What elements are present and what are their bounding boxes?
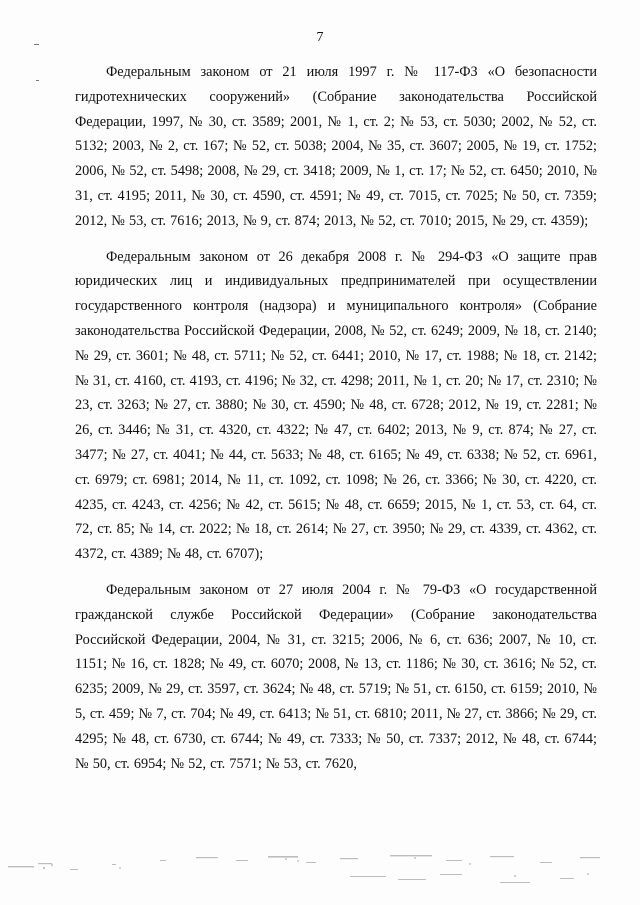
scan-artifact-strip <box>0 838 640 905</box>
paragraph-law-117-fz: Федеральным законом от 21 июля 1997 г. № 117-ФЗ «О безопасности гидротехнических сооружений» (Собрание законодательства Российской Федерации, 1997, № 30, ст. 3589; 2001, № 1, ст. 2; № 53, ст. 5030; 2002, № 52, ст. 5132; 2003, № 2, ст. 167; № 52, ст. 5038; 2004, № 35, ст. 3607; 2005, № 19, ст. 1752; 2006, № 52, ст. 5498; 2008, № 29, ст. 3418; 2009, № 1, ст. 17; № 52, ст. 6450; 2010, № 31, ст. 4195; 2011, № 30, ст. 4590, ст. 4591; № 49, ст. 7015, ст. 7025; № 50, ст. 7359; 2012, № 53, ст. 7616; 2013, № 9, ст. 874; 2013, № 52, ст. 7010; 2015, № 29, ст. 4359); <box>75 64 597 229</box>
margin-mark <box>36 80 39 81</box>
paragraph-law-294-fz: Федеральным законом от 26 декабря 2008 г. № 294-ФЗ «О защите прав юридических лиц и индивидуальных предпринимателей при осуществлении государственного контроля (надзора) и муниципального контроля» (Собрание законодательства Российской Федерации, 2008, № 52, ст. 6249; 2009, № 18, ст. 2140; № 29, ст. 3601; № 48, ст. 5711; № 52, ст. 6441; 2010, № 17, ст. 1988; № 18, ст. 2142; № 31, ст. 4160, ст. 4193, ст. 4196; № 32, ст. 4298; 2011, № 1, ст. 20; № 17, ст. 2310; № 23, ст. 3263; № 27, ст. 3880; № 30, ст. 4590; № 48, ст. 6728; 2012, № 19, ст. 2281; № 26, ст. 3446; № 31, ст. 4320, ст. 4322; № 47, ст. 6402; 2013, № 9, ст. 874; № 27, ст. 3477; № 27, ст. 4041; № 44, ст. 5633; № 48, ст. 6165; № 49, ст. 6338; № 52, ст. 6961, ст. 6979; ст. 6981; 2014, № 11, ст. 1092, ст. 1098; № 26, ст. 3366; № 30, ст. 4220, ст. 4235, ст. 4243, ст. 4256; № 42, ст. 5615; № 48, ст. 6659; 2015, № 1, ст. 53, ст. 64, ст. 72, ст. 85; № 14, ст. 2022; № 18, ст. 2614; № 27, ст. 3950; № 29, ст. 4339, ст. 4362, ст. 4372, ст. 4389; № 48, ст. 6707); <box>75 248 597 563</box>
paragraph-law-79-fz: Федеральным законом от 27 июля 2004 г. № 79-ФЗ «О государственной гражданской службе Российской Федерации» (Собрание законодательства Российской Федерации, 2004, № 31, ст. 3215; 2006, № 6, ст. 636; 2007, № 10, ст. 1151; № 16, ст. 1828; № 49, ст. 6070; 2008, № 13, ст. 1186; № 30, ст. 3616; № 52, ст. 6235; 2009, № 29, ст. 3597, ст. 3624; № 48, ст. 5719; № 51, ст. 6150, ст. 6159; 2010, № 5, ст. 459; № 7, ст. 704; № 49, ст. 6413; № 51, ст. 6810; 2011, № 27, ст. 3866; № 29, ст. 4295; № 48, ст. 6730, ст. 6744; № 49, ст. 7333; № 50, ст. 7337; 2012, № 48, ст. 6744; № 50, ст. 6954; № 52, ст. 7571; № 53, ст. 7620, <box>75 581 597 772</box>
document-body <box>75 60 597 787</box>
page-number: 7 <box>316 30 324 45</box>
